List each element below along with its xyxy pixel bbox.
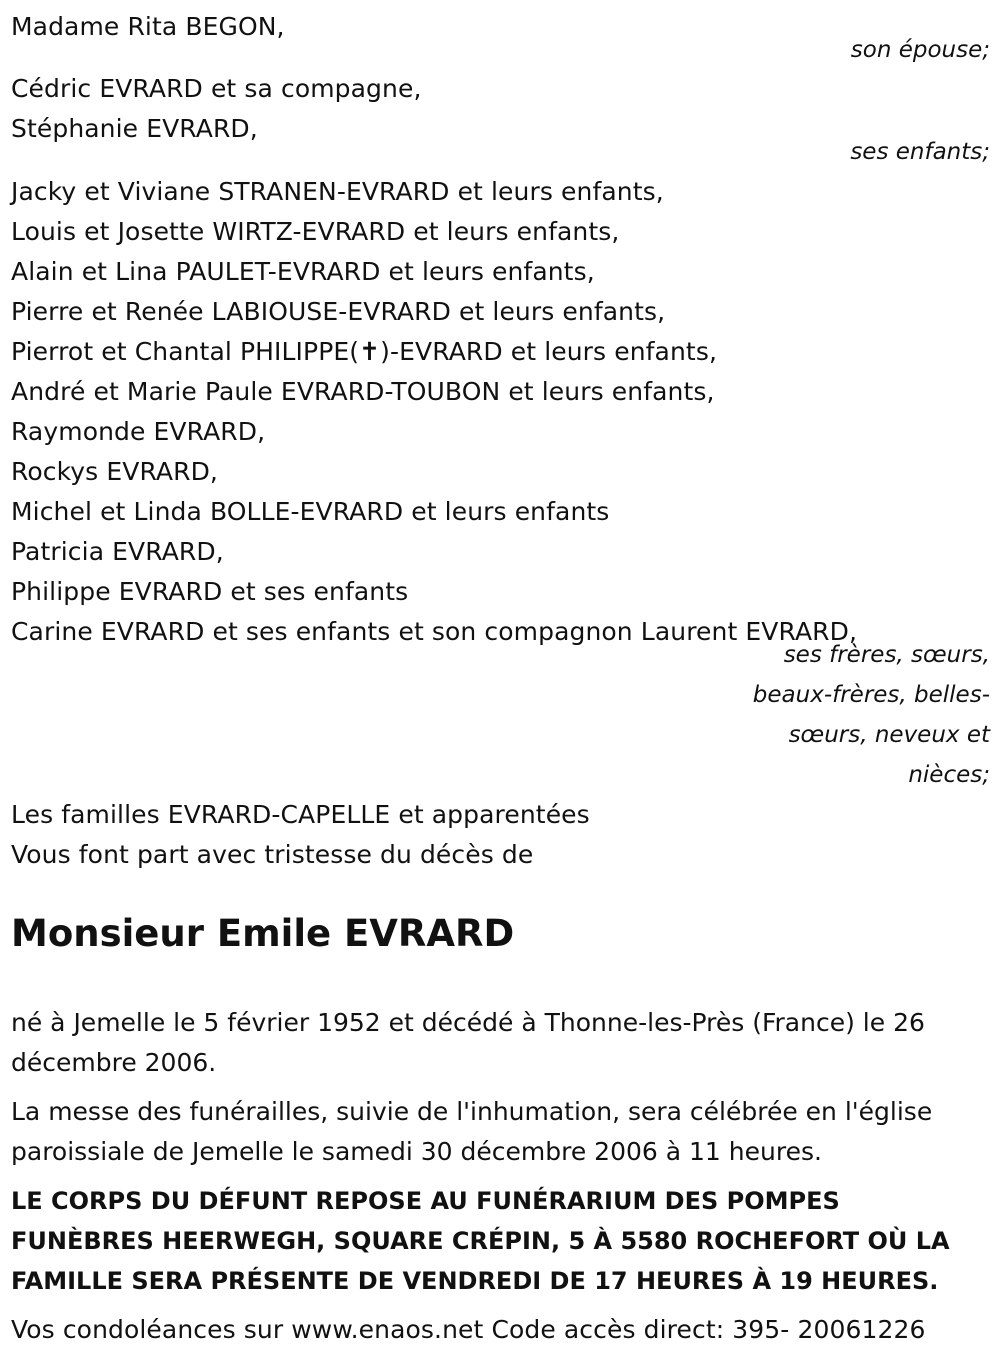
- spouse-role: son épouse;: [850, 37, 990, 63]
- sibling-line: Carine EVRARD et ses enfants et son compagnon Laurent EVRARD,: [11, 617, 858, 646]
- visitation-text: LE CORPS DU DÉFUNT REPOSE AU FUNÉRARIUM DES POMPES FUNÈBRES HEERWEGH, SQUARE CRÉPIN, 5 À 5580 ROCHEFORT OÙ LA FAMILLE SERA PRÉSENTE DE VENDREDI DE 17 HEURES À 19 HEURES.: [11, 1187, 950, 1295]
- siblings-role-line: beaux-frères, belles-: [752, 682, 990, 708]
- sibling-line: Michel et Linda BOLLE-EVRARD et leurs enfants: [11, 497, 610, 526]
- siblings-role-line: sœurs, neveux et: [788, 722, 990, 748]
- child-name: Cédric EVRARD et sa compagne,: [11, 74, 422, 103]
- child-name: Stéphanie EVRARD,: [11, 114, 258, 143]
- siblings-role-line: ses frères, sœurs,: [783, 642, 990, 668]
- spouse-name: Madame Rita BEGON,: [11, 12, 285, 41]
- sibling-line: Alain et Lina PAULET-EVRARD et leurs enfants,: [11, 257, 595, 286]
- condolences-text: Vos condoléances sur www.enaos.net Code accès direct: 395- 20061226: [11, 1315, 926, 1344]
- obituary-notice: [11, 0, 990, 1361]
- sibling-line: Raymonde EVRARD,: [11, 417, 266, 446]
- sibling-line: Louis et Josette WIRTZ-EVRARD et leurs enfants,: [11, 217, 620, 246]
- sibling-line: Rockys EVRARD,: [11, 457, 218, 486]
- sibling-line: Jacky et Viviane STRANEN-EVRARD et leurs enfants,: [11, 177, 664, 206]
- sibling-line: Pierre et Renée LABIOUSE-EVRARD et leurs enfants,: [11, 297, 666, 326]
- siblings-role-line: nièces;: [908, 762, 990, 788]
- birth-death-text: né à Jemelle le 5 février 1952 et décédé à Thonne-les-Près (France) le 26 décembre 2006.: [11, 1008, 925, 1077]
- funeral-text: La messe des funérailles, suivie de l'inhumation, sera célébrée en l'église paroissiale de Jemelle le samedi 30 décembre 2006 à 11 heures.: [11, 1097, 933, 1166]
- sibling-line: Philippe EVRARD et ses enfants: [11, 577, 409, 606]
- siblings-role: [730, 635, 990, 795]
- families-line: Les familles EVRARD-CAPELLE et apparentées: [11, 800, 590, 829]
- announcement-line: Vous font part avec tristesse du décès de: [11, 840, 534, 869]
- sibling-line: Patricia EVRARD,: [11, 537, 224, 566]
- children-role: ses enfants;: [850, 139, 990, 165]
- deceased-name: Monsieur Emile EVRARD: [11, 912, 515, 955]
- sibling-line: Pierrot et Chantal PHILIPPE(✝)-EVRARD et leurs enfants,: [11, 337, 717, 366]
- sibling-line: André et Marie Paule EVRARD-TOUBON et leurs enfants,: [11, 377, 715, 406]
